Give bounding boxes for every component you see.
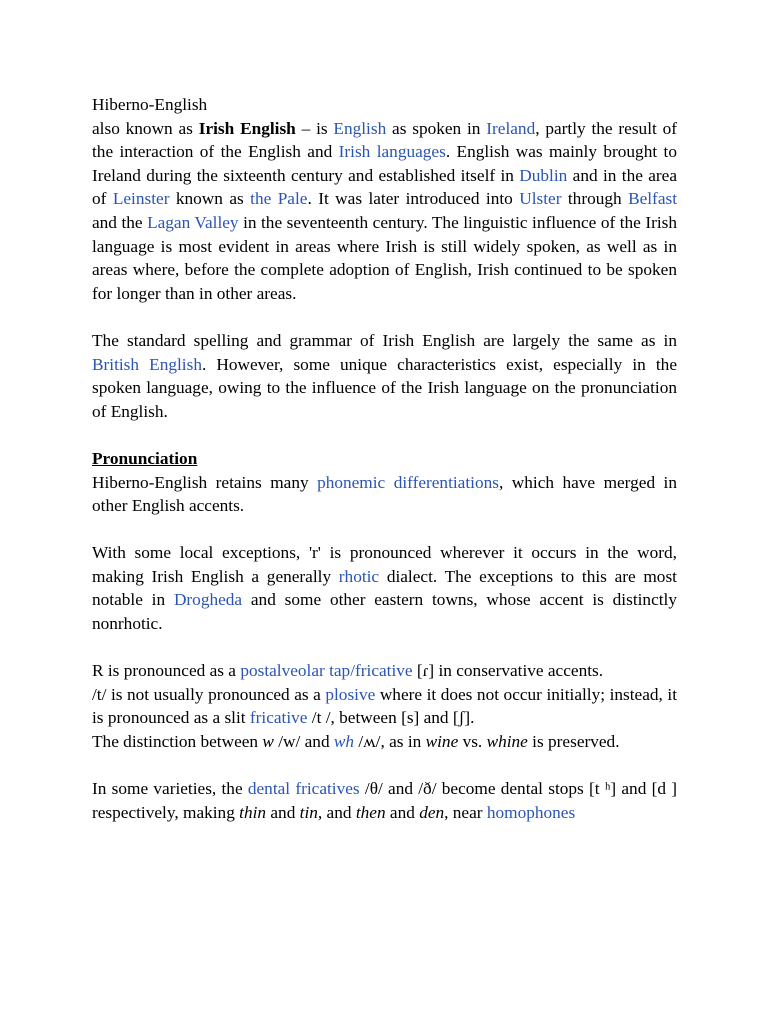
link-irish-languages[interactable]: Irish languages: [338, 142, 446, 162]
spacer: [92, 305, 677, 329]
text-run: in the seventeenth century. The linguistic influence of the Irish language is most evident in areas where Irish is still widely spoken, as well as in areas where, before the complete adoption of English, Irish continued to be spoken for longer than in other areas.: [92, 212, 677, 303]
link-rhotic[interactable]: rhotic: [338, 566, 380, 586]
text-run: as spoken in: [386, 118, 487, 138]
text-run: through: [561, 189, 629, 209]
text-run: . However, some unique characteristics exist, especially in the spoken language, owing to the influence of the Irish language on the pronunciation of English.: [92, 354, 677, 421]
text-run: and some other eastern towns, whose accent is distinctly nonrhotic.: [92, 590, 677, 634]
text-run: , which have merged in other English accents.: [92, 472, 677, 516]
text-run: where it does not occur initially; instead, it is pronounced as a slit: [92, 684, 677, 728]
link-ulster[interactable]: Ulster: [519, 189, 562, 209]
phonemic-paragraph: [92, 471, 677, 518]
text-run: and: [266, 802, 300, 822]
link-belfast[interactable]: Belfast: [628, 189, 678, 209]
link-dental-fricatives[interactable]: dental fricatives: [247, 779, 360, 799]
link-ireland[interactable]: Ireland: [486, 118, 536, 138]
text-run: The distinction between: [92, 732, 263, 752]
text-run: also known as: [92, 118, 199, 138]
dental-fricatives-paragraph: [92, 777, 677, 824]
text-run: is preserved.: [527, 732, 620, 752]
text-run: /t /, between [s] and [ʃ].: [307, 708, 475, 728]
text-run: In some varieties, the: [92, 779, 248, 799]
link-homophones[interactable]: homophones: [486, 802, 576, 822]
link-english[interactable]: English: [333, 118, 387, 138]
w-wh-paragraph: [92, 730, 677, 754]
document-title: Hiberno-English: [92, 95, 208, 114]
text-run: Hiberno-English retains many: [92, 472, 318, 492]
text-run: . English was mainly brought to Ireland during the sixteenth century and established itself in: [92, 142, 677, 185]
link-dublin[interactable]: Dublin: [519, 165, 568, 185]
pronunciation-heading: Pronunciation: [92, 448, 198, 468]
link-postalveolar-tap-fricative[interactable]: postalveolar tap/fricative: [240, 661, 413, 681]
link-the-pale[interactable]: the Pale: [250, 189, 308, 209]
text-run: – is: [295, 118, 334, 138]
text-run: [ɾ] in conservative accents.: [412, 661, 604, 681]
spacer: [92, 518, 677, 542]
italic-term: thin: [239, 802, 267, 822]
r-tap-paragraph: [92, 659, 677, 683]
link-plosive[interactable]: plosive: [325, 684, 376, 704]
text-run: /ʍ/, as in: [354, 732, 426, 752]
italic-term: whine: [486, 732, 528, 752]
italic-term: w: [262, 732, 274, 752]
text-run: . It was later introduced into: [307, 189, 520, 209]
text-run: vs.: [458, 732, 487, 752]
link-wh[interactable]: wh: [333, 732, 355, 752]
spacer: [92, 423, 677, 447]
italic-term: den: [419, 802, 445, 822]
intro-paragraph: [92, 117, 677, 306]
spelling-paragraph: [92, 329, 677, 423]
text-run: dialect. The exceptions to this are most notable in: [92, 566, 677, 610]
link-drogheda[interactable]: Drogheda: [173, 590, 243, 610]
text-run: The standard spelling and grammar of Irish English are largely the same as in: [92, 330, 677, 350]
rhotic-paragraph: [92, 541, 677, 635]
text-run: /θ/ and /ð/ become dental stops [t ʰ] and [d ] respectively, making: [92, 779, 678, 822]
spacer: [92, 636, 677, 660]
text-run: , partly the result of the interaction of the English and: [92, 118, 678, 162]
link-phonemic-differentiations[interactable]: phonemic differentiations: [317, 472, 499, 492]
text-run: and: [385, 802, 420, 822]
italic-term: tin: [299, 802, 318, 822]
text-run: and the: [92, 212, 148, 232]
text-run: /t/ is not usually pronounced as a: [92, 684, 326, 704]
link-british-english[interactable]: British English: [92, 354, 202, 374]
text-run: and in the area of: [92, 165, 677, 209]
text-run: , and: [317, 802, 356, 822]
t-fricative-paragraph: [92, 683, 677, 730]
text-run: , near: [444, 802, 487, 822]
italic-term: then: [355, 802, 386, 822]
spacer: [92, 754, 677, 778]
italic-term: wine: [425, 732, 459, 752]
text-run: With some local exceptions, 'r' is pronounced wherever it occurs in the word, making Irish English a generally: [92, 543, 677, 586]
document-body: [92, 93, 677, 824]
text-run: R is pronounced as a: [92, 661, 241, 681]
link-lagan-valley[interactable]: Lagan Valley: [147, 212, 239, 232]
link-leinster[interactable]: Leinster: [112, 189, 170, 209]
text-run: known as: [169, 189, 251, 209]
text-run: /w/ and: [273, 732, 334, 752]
link-fricative[interactable]: fricative: [249, 708, 308, 728]
bold-term: Irish English: [198, 118, 296, 138]
